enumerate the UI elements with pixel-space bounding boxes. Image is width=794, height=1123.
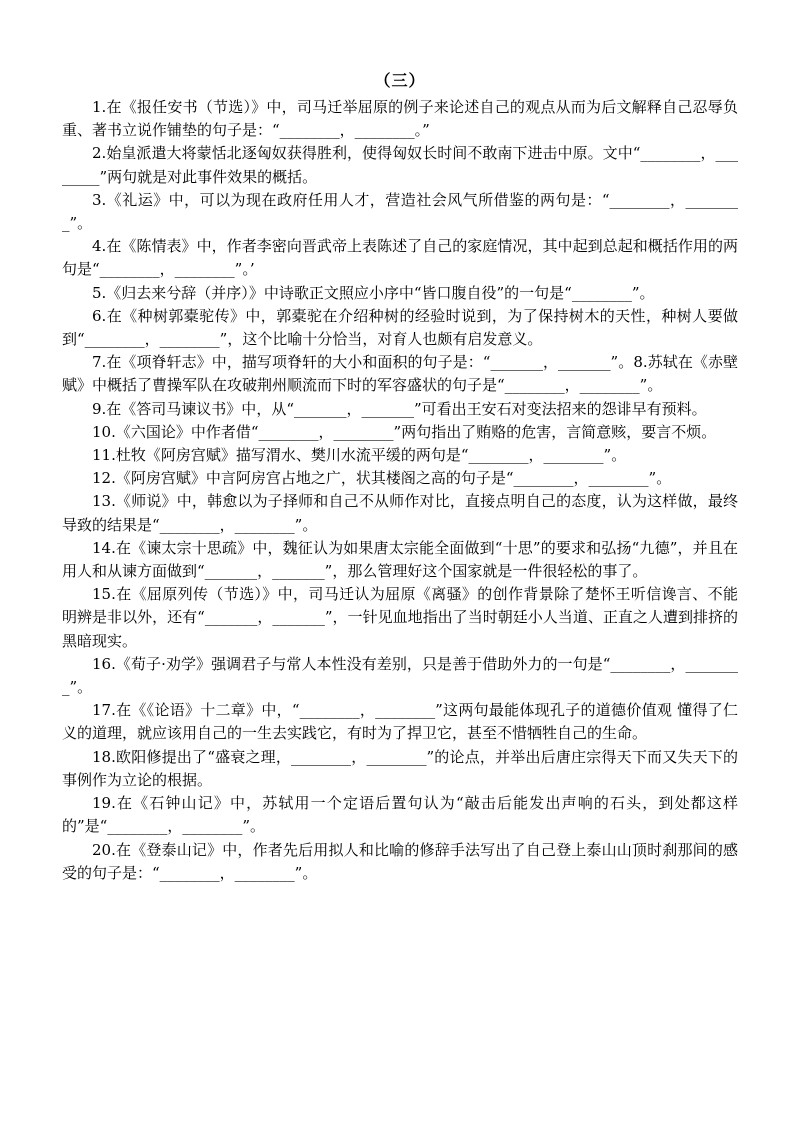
question-item: 14.在《谏太宗十思疏》中，魏征认为如果唐太宗能全面做到“十思”的要求和弘扬“九德”，并且在用人和从谏方面做到“_______，_______”，那么管理好这个国家就是一件很轻松的事了。 <box>62 538 738 581</box>
question-item: 20.在《登泰山记》中，作者先后用拟人和比喻的修辞手法写出了自己登上泰山山顶时刹那间的感受的句子是：“________，________”。 <box>62 840 738 882</box>
question-item: 2.始皇派遣大将蒙恬北逐匈奴获得胜利，使得匈奴长时间不敢南下进击中原。文中“________，________”两句就是对此事件效果的概括。 <box>62 144 738 186</box>
question-item: 10.《六国论》中作者借“________，________”两句指出了贿赂的危害，言简意赅，要言不烦。 <box>92 422 717 441</box>
question-item: 19.在《石钟山记》中，苏轼用一个定语后置句认为“敲击后能发出声响的石头，到处都这样的”是“________，________”。 <box>62 794 738 836</box>
question-item: 11.杜牧《阿房宫赋》描写渭水、樊川水流平缓的两句是“________，________”。 <box>92 446 627 465</box>
question-item: 9.在《答司马谏议书》中，从“_______，_______”可看出王安石对变法招来的怨诽早有预料。 <box>92 399 707 418</box>
question-item: 13.《师说》中，韩愈以为子择师和自己不从师作对比，直接点明自己的态度，认为这样做，最终导致的结果是“________，________”。 <box>62 492 738 534</box>
question-item: 5.《归去来兮辞（并序）》中诗歌正文照应小序中“皆口腹自役”的一句是“________”。 <box>92 283 655 302</box>
question-item: 15.在《屈原列传（节选）》中，司马迁认为屈原《离骚》的创作背景除了楚怀王听信谗言、不能明辨是非以外，还有“_______，_______”，一针见血地指出了当时朝廷小人当道、正直之人遭到排挤的黑暗现实。 <box>62 585 738 650</box>
question-item: 4.在《陈情表》中，作者李密向晋武帝上表陈述了自己的家庭情况，其中起到总起和概括作用的两句是“________，________”。’ <box>62 237 738 279</box>
document-page <box>62 66 738 885</box>
question-item: 12.《阿房宫赋》中言阿房宫占地之广，状其楼阁之高的句子是“________，________”。 <box>92 469 672 488</box>
question-item: 1.在《报任安书（节选）》中，司马迁举屈原的例子来论述自己的观点从而为后文解释自己忍辱负重、著书立说作铺垫的句子是：“________，________。” <box>62 98 738 140</box>
question-item: 7.在《项脊轩志》中，描写项脊轩的大小和面积的句子是：“_______，_______”。8.苏轼在《赤壁赋》中概括了曹操军队在攻破荆州顺流而下时的军容盛状的句子是“________，________”。 <box>62 353 738 395</box>
section-title: （三） <box>374 71 426 90</box>
question-list <box>62 96 738 885</box>
question-item: 17.在《《论语》十二章》中，“________，________”这两句最能体现孔子的道德价值观 懂得了仁义的道理，就应该用自己的一生去实践它，有时为了捍卫它，甚至不惜牺牲自己的生命。 <box>62 701 738 743</box>
question-item: 3.《礼运》中，可以为现在政府任用人才，营造社会风气所借鉴的两句是：“________，________”。 <box>62 190 738 233</box>
question-item: 18.欧阳修提出了“盛衰之理，________，________”的论点，并举出后唐庄宗得天下而又失天下的事例作为立论的根据。 <box>62 747 738 789</box>
question-item: 16.《荀子·劝学》强调君子与常人本性没有差别，只是善于借助外力的一句是“________，________”。 <box>62 654 738 697</box>
question-item: 6.在《种树郭橐驼传》中，郭橐驼在介绍种树的经验时说到，为了保持树木的天性，种树人要做到“________，________”，这个比喻十分恰当，对育人也颇有启发意义。 <box>62 306 738 349</box>
